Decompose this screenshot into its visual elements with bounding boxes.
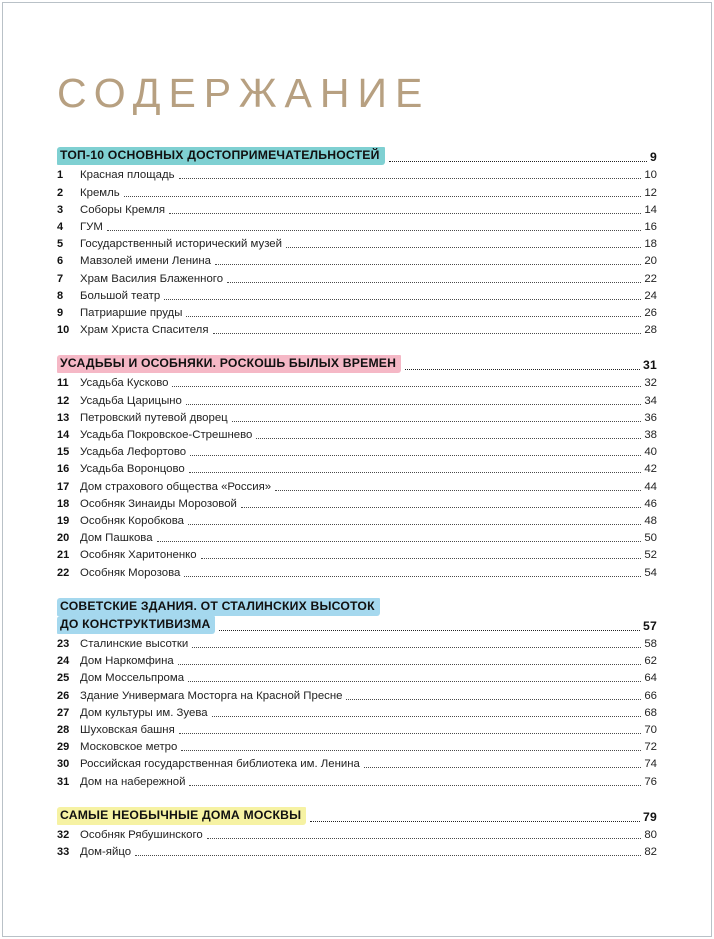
entry-page-number: 76	[644, 775, 657, 788]
toc-entry	[57, 390, 657, 407]
dotted-leader	[232, 421, 642, 422]
section-header-line	[57, 598, 657, 616]
entry-title: Храм Христа Спасителя	[80, 324, 209, 337]
toc-entry	[57, 182, 657, 199]
entry-page-number: 14	[644, 203, 657, 216]
entry-page-number: 22	[644, 272, 657, 285]
dotted-leader	[212, 716, 642, 717]
toc-entry	[57, 408, 657, 425]
entry-number: 20	[57, 532, 70, 545]
entry-title: Московское метро	[80, 741, 178, 754]
toc-entry	[57, 668, 657, 685]
dotted-leader	[219, 630, 640, 631]
entry-title: Дом-яйцо	[80, 846, 132, 859]
entry-page-number: 74	[644, 758, 657, 771]
toc-entry	[57, 651, 657, 668]
entry-page-number: 70	[644, 724, 657, 736]
toc-entry	[57, 320, 657, 337]
entry-number: 11	[57, 377, 69, 390]
page-title: СОДЕРЖАНИЕ	[57, 70, 431, 116]
dotted-leader	[178, 664, 642, 665]
entry-number: 31	[57, 775, 70, 788]
dotted-leader	[389, 161, 647, 162]
entry-page-number: 20	[644, 255, 657, 268]
entry-number: 27	[57, 706, 70, 719]
entry-page-number: 50	[644, 532, 657, 545]
section-title-highlight: ТОП-10 ОСНОВНЫХ ДОСТОПРИМЕЧАТЕЛЬНОСТЕЙ	[57, 147, 385, 165]
entry-page-number: 34	[644, 394, 657, 407]
entry-title: Петровский путевой дворец	[80, 411, 228, 424]
entry-number: 22	[57, 566, 70, 579]
entry-number: 32	[57, 828, 70, 841]
entry-title: Патриаршие пруды	[80, 306, 183, 319]
entry-number: 9	[57, 306, 64, 319]
entry-title: Дом Пашкова	[80, 532, 153, 545]
entry-title: Кремль	[80, 186, 120, 199]
entry-number: 21	[57, 549, 70, 562]
section-title-highlight: СОВЕТСКИЕ ЗДАНИЯ. ОТ СТАЛИНСКИХ ВЫСОТОК	[57, 598, 380, 616]
entry-page-number: 62	[644, 655, 657, 668]
toc-entry	[57, 754, 657, 771]
dotted-leader	[157, 541, 642, 542]
section-header-line	[57, 807, 657, 825]
entry-title: Усадьба Царицыно	[80, 394, 182, 407]
toc-entry	[57, 217, 657, 234]
toc-entry	[57, 459, 657, 476]
entry-page-number: 10	[644, 169, 657, 182]
dotted-leader	[188, 681, 641, 682]
dotted-leader	[181, 750, 641, 751]
toc-section	[57, 598, 657, 789]
toc-section	[57, 807, 657, 860]
entry-title: Дом Наркомфина	[80, 655, 174, 668]
entry-page-number: 66	[644, 689, 657, 702]
entry-number: 4	[57, 220, 64, 233]
dotted-leader	[346, 699, 641, 700]
toc-entry	[57, 268, 657, 285]
toc-entry	[57, 373, 657, 390]
entry-number: 28	[57, 724, 70, 736]
dotted-leader	[124, 196, 642, 197]
entry-number: 17	[57, 480, 70, 493]
entry-number: 15	[57, 446, 70, 459]
entry-title: Усадьба Покровское-Стрешнево	[80, 429, 253, 441]
toc-entry	[57, 234, 657, 251]
entry-title: Дом Моссельпрома	[80, 672, 185, 685]
entry-title: Особняк Зинаиды Морозовой	[80, 497, 237, 510]
dotted-leader	[188, 524, 641, 525]
entry-title: Соборы Кремля	[80, 203, 166, 216]
entry-number: 8	[57, 289, 64, 302]
toc-entry	[57, 165, 657, 182]
dotted-leader	[227, 282, 641, 283]
dotted-leader	[213, 333, 642, 334]
entry-number: 24	[57, 655, 70, 668]
entry-number: 3	[57, 203, 64, 216]
section-page-number: 79	[643, 809, 657, 824]
dotted-leader	[241, 507, 641, 508]
toc-entry	[57, 251, 657, 268]
section-page-number: 57	[643, 618, 657, 633]
toc-entry	[57, 634, 657, 651]
dotted-leader	[207, 838, 642, 839]
entry-page-number: 72	[644, 741, 657, 754]
entry-number: 7	[57, 272, 64, 285]
dotted-leader	[169, 213, 641, 214]
dotted-leader	[164, 299, 641, 300]
toc-entry	[57, 562, 657, 579]
dotted-leader	[135, 855, 641, 856]
entry-page-number: 42	[644, 463, 657, 476]
entry-page-number: 46	[644, 497, 657, 510]
section-header-line	[57, 147, 657, 165]
dotted-leader	[107, 230, 641, 231]
entry-title: Дом культуры им. Зуева	[80, 706, 208, 719]
section-page-number: 31	[643, 358, 657, 373]
entry-title: ГУМ	[80, 220, 103, 233]
toc	[57, 147, 657, 859]
toc-entry	[57, 842, 657, 859]
dotted-leader	[201, 558, 642, 559]
entry-number: 18	[57, 497, 70, 510]
entry-page-number: 36	[644, 411, 657, 424]
toc-entry	[57, 494, 657, 511]
entry-number: 33	[57, 846, 70, 859]
entry-number: 26	[57, 689, 70, 702]
entry-title: Здание Универмага Мосторга на Красной Пресне	[80, 689, 343, 702]
entry-title: Шуховская башня	[80, 724, 175, 736]
dotted-leader	[186, 404, 641, 405]
dotted-leader	[286, 247, 641, 248]
dotted-leader	[190, 455, 641, 456]
dotted-leader	[172, 386, 641, 387]
entry-page-number: 54	[644, 566, 657, 579]
entry-page-number: 38	[644, 429, 657, 441]
toc-entry	[57, 286, 657, 303]
entry-page-number: 44	[644, 480, 657, 493]
dotted-leader	[189, 785, 641, 786]
entry-title: Усадьба Лефортово	[80, 446, 187, 459]
dotted-leader	[364, 767, 641, 768]
entry-page-number: 58	[644, 638, 657, 651]
entry-page-number: 12	[644, 186, 657, 199]
entry-title: Храм Василия Блаженного	[80, 272, 224, 285]
toc-entry	[57, 825, 657, 842]
entry-page-number: 48	[644, 514, 657, 527]
dotted-leader	[275, 490, 641, 491]
toc-entry	[57, 476, 657, 493]
entry-title: Особняк Харитоненко	[80, 549, 197, 562]
entry-page-number: 40	[644, 446, 657, 459]
toc-section	[57, 355, 657, 579]
toc-entry	[57, 511, 657, 528]
toc-entry	[57, 442, 657, 459]
toc-entry	[57, 425, 657, 442]
dotted-leader	[192, 647, 641, 648]
entry-number: 10	[57, 324, 70, 337]
dotted-leader	[186, 316, 641, 317]
entry-page-number: 82	[644, 846, 657, 859]
entry-number: 5	[57, 238, 64, 251]
toc-entry	[57, 737, 657, 754]
entry-page-number: 28	[644, 324, 657, 337]
entry-number: 6	[57, 255, 64, 268]
section-header-line	[57, 616, 657, 634]
entry-number: 12	[57, 394, 70, 407]
dotted-leader	[179, 733, 642, 734]
entry-page-number: 52	[644, 549, 657, 562]
toc-entry	[57, 771, 657, 788]
toc-entry	[57, 703, 657, 720]
entry-title: Усадьба Кусково	[80, 377, 169, 390]
entry-number: 30	[57, 758, 70, 771]
toc-entry	[57, 200, 657, 217]
entry-page-number: 32	[644, 377, 657, 390]
entry-number: 16	[57, 463, 70, 476]
entry-title: Особняк Рябушинского	[80, 828, 203, 841]
dotted-leader	[179, 178, 642, 179]
entry-number: 23	[57, 638, 70, 651]
entry-page-number: 68	[644, 706, 657, 719]
entry-page-number: 64	[644, 672, 657, 685]
toc-entry	[57, 545, 657, 562]
entry-page-number: 18	[644, 238, 657, 251]
entry-title: Мавзолей имени Ленина	[80, 255, 211, 268]
entry-page-number: 26	[644, 306, 657, 319]
entry-title: Красная площадь	[80, 169, 175, 182]
dotted-leader	[184, 576, 641, 577]
section-title-highlight: УСАДЬБЫ И ОСОБНЯКИ. РОСКОШЬ БЫЛЫХ ВРЕМЕН	[57, 355, 401, 373]
dotted-leader	[405, 369, 640, 370]
section-title-highlight: САМЫЕ НЕОБЫЧНЫЕ ДОМА МОСКВЫ	[57, 807, 306, 825]
entry-number: 1	[57, 169, 64, 182]
entry-title: Особняк Морозова	[80, 566, 181, 579]
entry-number: 14	[57, 429, 70, 441]
toc-entry	[57, 720, 657, 737]
section-header-line	[57, 355, 657, 373]
toc-entry	[57, 685, 657, 702]
toc-entry	[57, 303, 657, 320]
dotted-leader	[215, 264, 641, 265]
entry-number: 19	[57, 514, 70, 527]
section-title-highlight: ДО КОНСТРУКТИВИЗМА	[57, 616, 215, 634]
entry-title: Дом на набережной	[80, 775, 186, 788]
dotted-leader	[189, 472, 642, 473]
entry-title: Особняк Коробкова	[80, 514, 185, 527]
entry-number: 13	[57, 411, 70, 424]
entry-number: 2	[57, 186, 64, 199]
entry-title: Большой театр	[80, 289, 161, 302]
entry-number: 25	[57, 672, 70, 685]
dotted-leader	[310, 821, 640, 822]
entry-title: Сталинские высотки	[80, 638, 189, 651]
entry-number: 29	[57, 741, 70, 754]
entry-page-number: 16	[644, 220, 657, 233]
entry-title: Государственный исторический музей	[80, 238, 282, 251]
entry-title: Усадьба Воронцово	[80, 463, 185, 476]
entry-title: Дом страхового общества «Россия»	[80, 480, 272, 493]
entry-title: Российская государственная библиотека им. Ленина	[80, 758, 360, 771]
entry-page-number: 24	[644, 289, 657, 302]
entry-page-number: 80	[644, 828, 657, 841]
toc-entry	[57, 528, 657, 545]
dotted-leader	[256, 438, 641, 439]
toc-section	[57, 147, 657, 337]
section-page-number: 9	[650, 150, 657, 165]
